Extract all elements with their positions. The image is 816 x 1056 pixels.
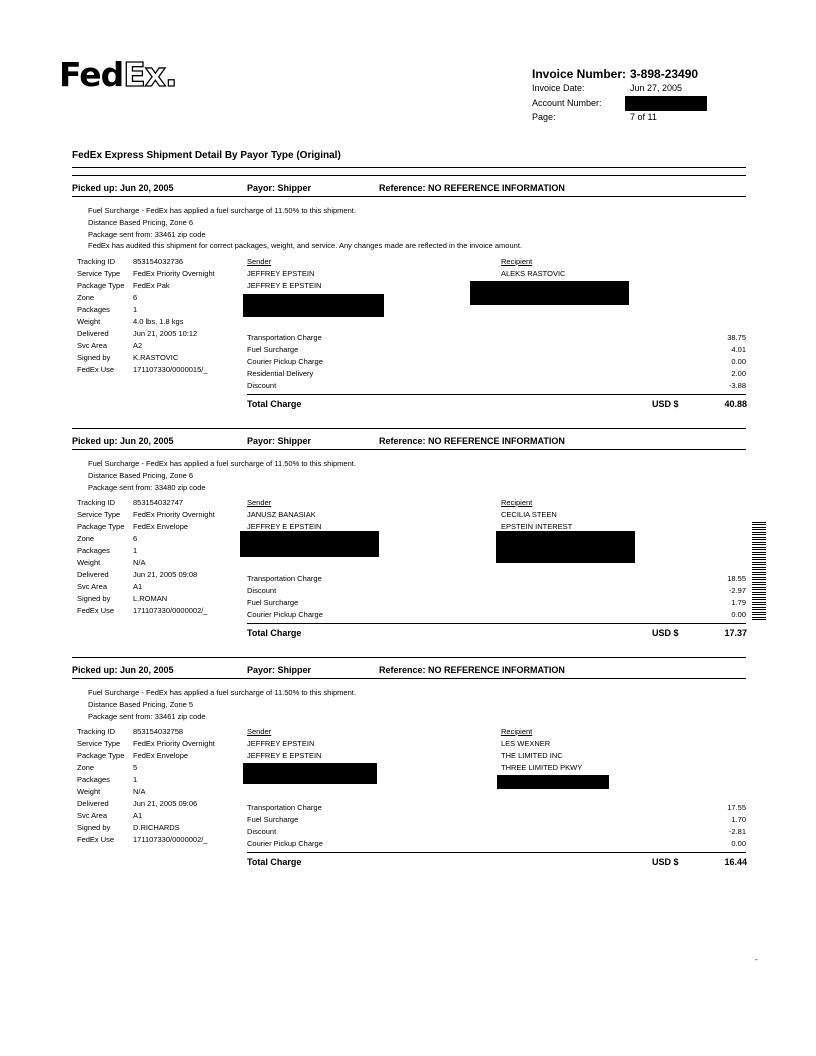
recipient-heading: Recipient [501,727,533,736]
shipment-note: Package sent from: 33461 zip code [88,230,206,239]
charge-amount: 38.75 [727,333,746,342]
redaction-block [240,531,379,557]
svc-area-label: Svc Area [77,341,108,350]
service-type-label: Service Type [77,269,121,278]
redaction-block [625,96,707,111]
zone-label: Zone [77,293,95,302]
package-type-label: Package Type [77,281,125,290]
footer-mark: - [755,955,758,964]
charge-amount: 0.00 [731,610,746,619]
redaction-block [243,294,384,317]
package-type: FedEx Envelope [133,751,189,760]
charge-amount: -2.81 [728,827,746,836]
charge-amount: 1.70 [731,815,746,824]
reference: Reference: NO REFERENCE INFORMATION [379,183,565,193]
charge-label: Residential Delivery [247,369,314,378]
charge-label: Transportation Charge [247,333,322,342]
packages-label: Packages [77,775,110,784]
page-number: 7 of 11 [630,112,657,122]
charge-amount: 0.00 [731,357,746,366]
shipment-note: FedEx has audited this shipment for correct packages, weight, and service. Any changes made are reflected in the invoice amount. [88,241,522,250]
charge-label: Fuel Surcharge [247,345,299,354]
divider [247,394,746,395]
currency: USD $ [652,628,679,638]
delivered-label: Delivered [77,799,109,808]
recipient-line: LES WEXNER [501,739,551,748]
svc-area-label: Svc Area [77,811,108,820]
charge-label: Transportation Charge [247,803,322,812]
delivered: Jun 21, 2005 10:12 [133,329,198,338]
recipient-heading: Recipient [501,498,533,507]
charge-amount: 2.00 [731,369,746,378]
shipment-note: Distance Based Pricing, Zone 6 [88,471,194,480]
charge-amount: 4.01 [731,345,746,354]
invoice-number-label: Invoice Number: [532,67,627,81]
package-type: FedEx Envelope [133,522,189,531]
payor: Payor: Shipper [247,183,312,193]
recipient-line: EPSTEIN INTEREST [501,522,573,531]
invoice-date: Jun 27, 2005 [630,83,683,93]
divider [72,678,746,679]
svc-area-label: Svc Area [77,582,108,591]
redaction-block [243,763,377,784]
invoice-number: 3-898-23490 [630,67,699,81]
sender-heading: Sender [247,727,272,736]
package-type-label: Package Type [77,751,125,760]
recipient-heading: Recipient [501,257,533,266]
account-number-label: Account Number: [532,98,602,108]
redaction-block [496,531,635,563]
divider [72,196,746,197]
fedex-use-label: FedEx Use [77,835,115,844]
delivered: Jun 21, 2005 09:06 [133,799,198,808]
zone-label: Zone [77,534,95,543]
charge-label: Transportation Charge [247,574,322,583]
picked-up-date: Picked up: Jun 20, 2005 [72,665,174,675]
package-type: FedEx Pak [133,281,170,290]
charge-label: Courier Pickup Charge [247,610,323,619]
divider [72,167,746,168]
shipment-note: Fuel Surcharge - FedEx has applied a fuel surcharge of 11.50% to this shipment. [88,459,356,468]
total-charge-label: Total Charge [247,857,302,867]
zone: 6 [133,534,138,543]
reference: Reference: NO REFERENCE INFORMATION [379,665,565,675]
service-type: FedEx Priority Overnight [133,269,215,278]
weight-label: Weight [77,317,101,326]
tracking-id: 853154032736 [133,257,184,266]
packages: 1 [133,305,138,314]
weight: 4.0 lbs, 1.8 kgs [133,317,184,326]
payor: Payor: Shipper [247,436,312,446]
sender-heading: Sender [247,498,272,507]
picked-up-date: Picked up: Jun 20, 2005 [72,436,174,446]
reference: Reference: NO REFERENCE INFORMATION [379,436,565,446]
recipient-line: THREE LIMITED PKWY [501,763,583,772]
shipment-note: Fuel Surcharge - FedEx has applied a fuel surcharge of 11.50% to this shipment. [88,206,356,215]
invoice-date-label: Invoice Date: [532,83,585,93]
charge-amount: -2.97 [728,586,746,595]
charge-amount: 1.79 [731,598,746,607]
svc-area: A1 [133,582,143,591]
delivered: Jun 21, 2005 09:08 [133,570,198,579]
sender-line: JEFFREY E EPSTEIN [247,522,322,531]
tracking-id-label: Tracking ID [77,498,116,507]
charge-amount: 18.55 [727,574,746,583]
shipment-note: Package sent from: 33461 zip code [88,712,206,721]
charge-label: Courier Pickup Charge [247,357,323,366]
charge-amount: 0.00 [731,839,746,848]
service-type: FedEx Priority Overnight [133,739,215,748]
fedex-use-label: FedEx Use [77,606,115,615]
total-charge-label: Total Charge [247,628,302,638]
packages: 1 [133,775,138,784]
tracking-id-label: Tracking ID [77,727,116,736]
charge-label: Discount [247,381,277,390]
weight: N/A [133,558,146,567]
zone: 6 [133,293,138,302]
charge-label: Discount [247,827,277,836]
weight-label: Weight [77,787,101,796]
shipment-note: Fuel Surcharge - FedEx has applied a fuel surcharge of 11.50% to this shipment. [88,688,356,697]
currency: USD $ [652,399,679,409]
delivered-label: Delivered [77,570,109,579]
signed-by-label: Signed by [77,353,111,362]
packages-label: Packages [77,305,110,314]
delivered-label: Delivered [77,329,109,338]
fedex-logo: FedEx. [59,55,177,94]
weight-label: Weight [77,558,101,567]
tracking-id: 853154032758 [133,727,184,736]
shipment-note: Distance Based Pricing, Zone 5 [88,700,194,709]
charge-amount: 17.55 [727,803,746,812]
tracking-id-label: Tracking ID [77,257,116,266]
service-type: FedEx Priority Overnight [133,510,215,519]
picked-up-date: Picked up: Jun 20, 2005 [72,183,174,193]
weight: N/A [133,787,146,796]
divider [72,657,746,658]
divider [72,449,746,450]
service-type-label: Service Type [77,510,121,519]
svc-area: A1 [133,811,143,820]
sender-line: JEFFREY EPSTEIN [247,269,315,278]
payor: Payor: Shipper [247,665,312,675]
shipment-note: Package sent from: 33480 zip code [88,483,206,492]
recipient-line: CECILIA STEEN [501,510,557,519]
sender-heading: Sender [247,257,272,266]
charge-label: Discount [247,586,277,595]
zone: 5 [133,763,138,772]
sender-line: JEFFREY E EPSTEIN [247,751,322,760]
divider [247,852,746,853]
charge-label: Fuel Surcharge [247,815,299,824]
shipment-note: Distance Based Pricing, Zone 6 [88,218,194,227]
total-charge: 17.37 [724,628,747,638]
charge-label: Fuel Surcharge [247,598,299,607]
signed-by: D.RICHARDS [133,823,180,832]
fedex-use: 171107330/0000002/_ [133,835,208,844]
fedex-use: 171107330/0000002/_ [133,606,208,615]
total-charge-label: Total Charge [247,399,302,409]
total-charge: 16.44 [724,857,747,867]
divider [247,623,746,624]
redaction-block [497,775,609,789]
barcode [752,522,766,622]
fedex-use-label: FedEx Use [77,365,115,374]
signed-by-label: Signed by [77,594,111,603]
recipient-line: ALEKS RASTOVIC [501,269,566,278]
page-title: FedEx Express Shipment Detail By Payor Type (Original) [72,150,341,161]
sender-line: JEFFREY E EPSTEIN [247,281,322,290]
sender-line: JANUSZ BANASIAK [247,510,316,519]
redaction-block [470,281,629,305]
packages-label: Packages [77,546,110,555]
page-label: Page: [532,112,556,122]
currency: USD $ [652,857,679,867]
service-type-label: Service Type [77,739,121,748]
svc-area: A2 [133,341,143,350]
recipient-line: THE LIMITED INC [501,751,563,760]
charge-amount: -3.88 [728,381,746,390]
signed-by-label: Signed by [77,823,111,832]
package-type-label: Package Type [77,522,125,531]
zone-label: Zone [77,763,95,772]
total-charge: 40.88 [724,399,747,409]
fedex-use: 171107330/0000015/_ [133,365,208,374]
sender-line: JEFFREY EPSTEIN [247,739,315,748]
packages: 1 [133,546,138,555]
tracking-id: 853154032747 [133,498,184,507]
signed-by: L.ROMAN [133,594,168,603]
signed-by: K.RASTOVIC [133,353,179,362]
divider [72,428,746,429]
divider [72,175,746,176]
charge-label: Courier Pickup Charge [247,839,323,848]
